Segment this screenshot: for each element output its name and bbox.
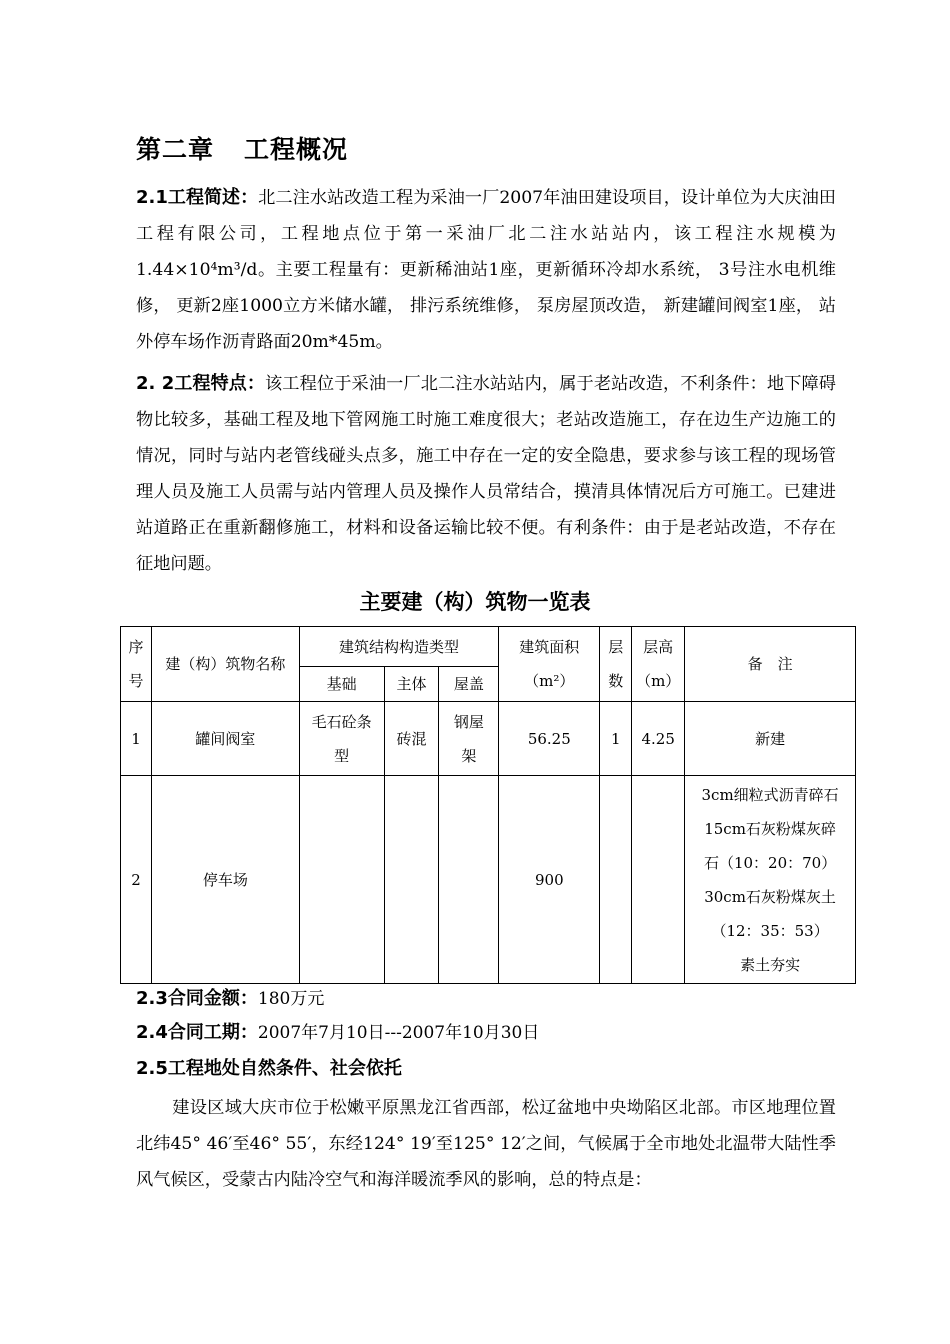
cell-floors: 1 [600,702,632,776]
section-2-5-heading: 2.5工程地处自然条件、社会依托 [136,1058,402,1079]
header-base: 基础 [299,667,384,702]
section-2-1 [136,180,836,360]
section-2-4-heading: 2.4合同工期： [136,1022,258,1043]
buildings-table [120,626,856,984]
cell-roof: 钢屋 架 [439,702,499,776]
cell-seq: 2 [121,776,152,984]
cell-height: 4.25 [632,702,685,776]
cell-body [384,776,439,984]
cell-note: 新建 [685,702,856,776]
section-2-3-body: 180万元 [257,989,325,1009]
cell-area: 900 [499,776,600,984]
header-name: 建（构）筑物名称 [151,627,299,702]
table-title: 主要建（构）筑物一览表 [359,590,591,614]
section-2-5-body: 建设区域大庆市位于松嫩平原黑龙江省西部，松辽盆地中央坳陷区北部。市区地理位置北纬45° 46′至46° 55′，东经124° 19′至125° 12′之间，气候属于全市地处北温带大陆性季风气候区，受蒙古内陆冷空气和海洋暖流季风的影响，总的特点是： [136,1098,836,1190]
cell-name: 停车场 [151,776,299,984]
cell-area: 56.25 [499,702,600,776]
section-2-3-heading: 2.3合同金额： [136,988,258,1009]
cell-body: 砖混 [384,702,439,776]
header-roof: 屋盖 [439,667,499,702]
header-seq: 序 号 [121,627,152,702]
cell-name: 罐间阀室 [151,702,299,776]
cell-height [632,776,685,984]
section-2-4 [136,1018,539,1044]
table-row [121,702,856,776]
cell-floors [600,776,632,984]
section-2-3 [136,984,324,1010]
cell-base [299,776,384,984]
chapter-title [136,130,348,166]
section-2-4-body: 2007年7月10日---2007年10月30日 [257,1023,540,1043]
chapter-name: 工程概况 [244,135,349,164]
header-note: 备 注 [685,627,856,702]
section-2-2-heading: 2. 2工程特点： [136,373,265,394]
chapter-number: 第二章 [136,135,215,164]
cell-note: 3cm细粒式沥青碎石 15cm石灰粉煤灰碎 石（10：20：70） 30cm石灰粉煤灰土 （12：35：53） 素土夯实 [685,776,856,984]
header-area: 建筑面积 （m²） [499,627,600,702]
section-2-2-body: 该工程位于采油一厂北二注水站站内，属于老站改造，不利条件：地下障碍物比较多，基础工程及地下管网施工时施工难度很大；老站改造施工，存在边生产边施工的情况，同时与站内老管线碰头点多，施工中存在一定的安全隐患，要求参与该工程的现场管理人员及施工人员需与站内管理人员及操作人员常结合，摸清具体情况后方可施工。已建进站道路正在重新翻修施工，材料和设备运输比较不便。有利条件：由于是老站改造，不存在征地问题。 [136,374,836,574]
header-body: 主体 [384,667,439,702]
cell-roof [439,776,499,984]
header-floors: 层 数 [600,627,632,702]
header-height: 层高 （m） [632,627,685,702]
section-2-1-body: 北二注水站改造工程为采油一厂2007年油田建设项目，设计单位为大庆油田工程有限公司，工程地点位于第一采油厂北二注水站站内，该工程注水规模为1.44×10⁴m³/d。主要工程量有：更新稀油站1座，更新循环冷却水系统， 3号注水电机维修， 更新2座1000立方米储水罐， 排污系统维修， 泵房屋顶改造， 新建罐间阀室1座， 站外停车场作沥青路面20m*45m。 [136,188,836,352]
section-2-5 [136,1054,402,1080]
header-structure: 建筑结构构造类型 [299,627,499,667]
table-row [121,776,856,984]
cell-seq: 1 [121,702,152,776]
cell-base: 毛石砼条 型 [299,702,384,776]
section-2-2 [136,366,836,582]
section-2-1-heading: 2.1工程简述： [136,187,259,208]
